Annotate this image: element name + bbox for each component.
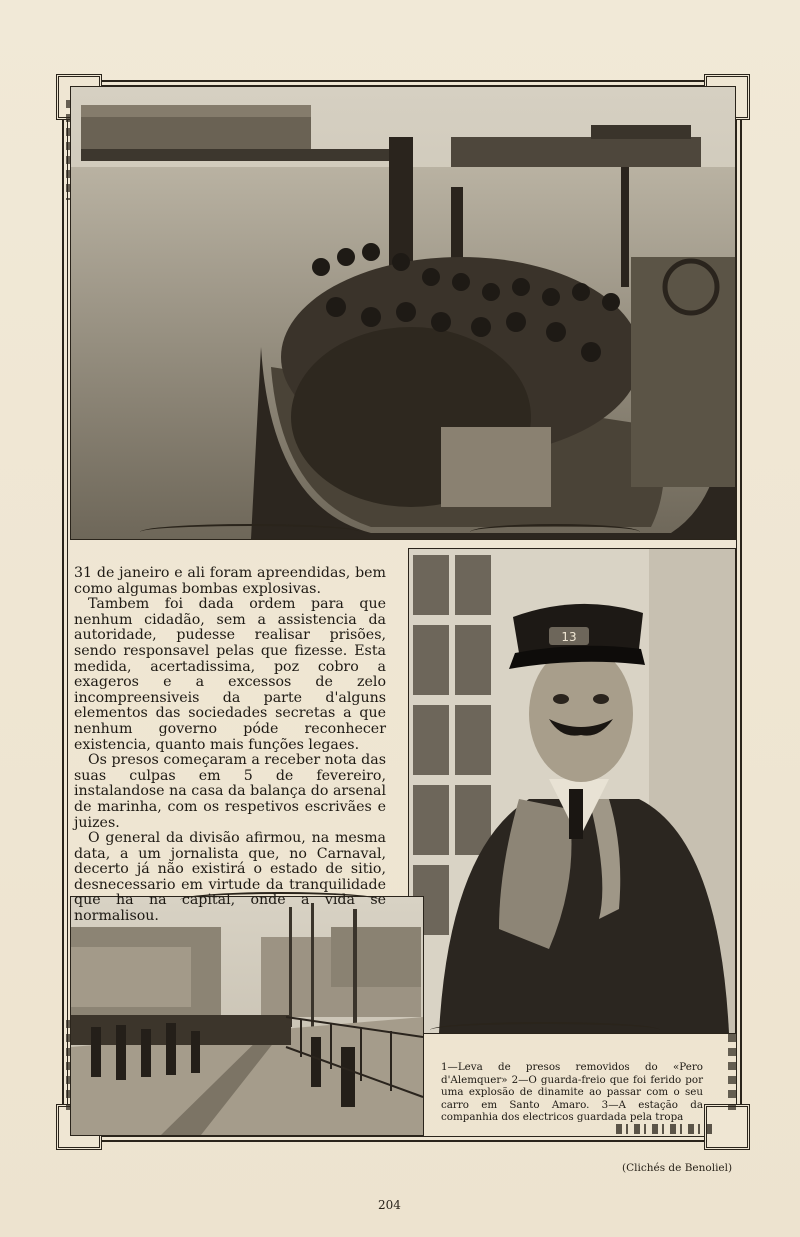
photo-prisoners-boat [70,86,736,540]
photo-tram-station-troops [70,896,424,1136]
decorative-flourish [430,1022,660,1038]
page-number: 204 [378,1198,401,1212]
photo-tram-guard-portrait [408,548,736,1034]
article-text [74,566,386,925]
photo-credits: (Clichés de Benoliel) [622,1162,733,1174]
decorative-flourish [470,524,640,540]
article-paragraph: O general da divisão afirmou, na mesma data, a um jornalista que, no Carnaval, decerto já não existirá o estado de sitio, desnecessario em virtude da tranquilidade que ha na capital, onde a vida se normalisou. [74,830,386,925]
article-paragraph: Tambem foi dada ordem para que nenhum cidadão, sem a assistencia da autoridade, pudesse realisar prisões, sendo responsavel pelas que fizesse. Esta medida, acertadissima, poz cobro a exageros e a excessos de zelo incompreensiveis da parte d'alguns elementos das sociedades secretas a que nenhum governo póde reconhecer existencia, quanto mais funções legaes. [74,596,386,753]
decorative-flourish [140,524,360,540]
frame-ornament [616,1124,716,1134]
article-paragraph: 31 de janeiro e ali foram apreendidas, bem como algumas bombas explosivas. [74,565,386,597]
article-paragraph: Os presos começaram a receber nota das suas culpas em 5 de fevereiro, instalandose na casa da balança do arsenal de marinha, com os respetivos escrivães e juizes. [74,752,386,831]
photo-caption: 1—Leva de presos removidos do «Pero d'Alemquer» 2—O guarda-freio que foi ferido por uma explosão de dinamite ao passar com o seu carro em Santo Amaro. 3—A estação da companhia dos electricos guardada pela tropa [441,1061,703,1124]
cap-badge-number: 13 [561,630,577,644]
